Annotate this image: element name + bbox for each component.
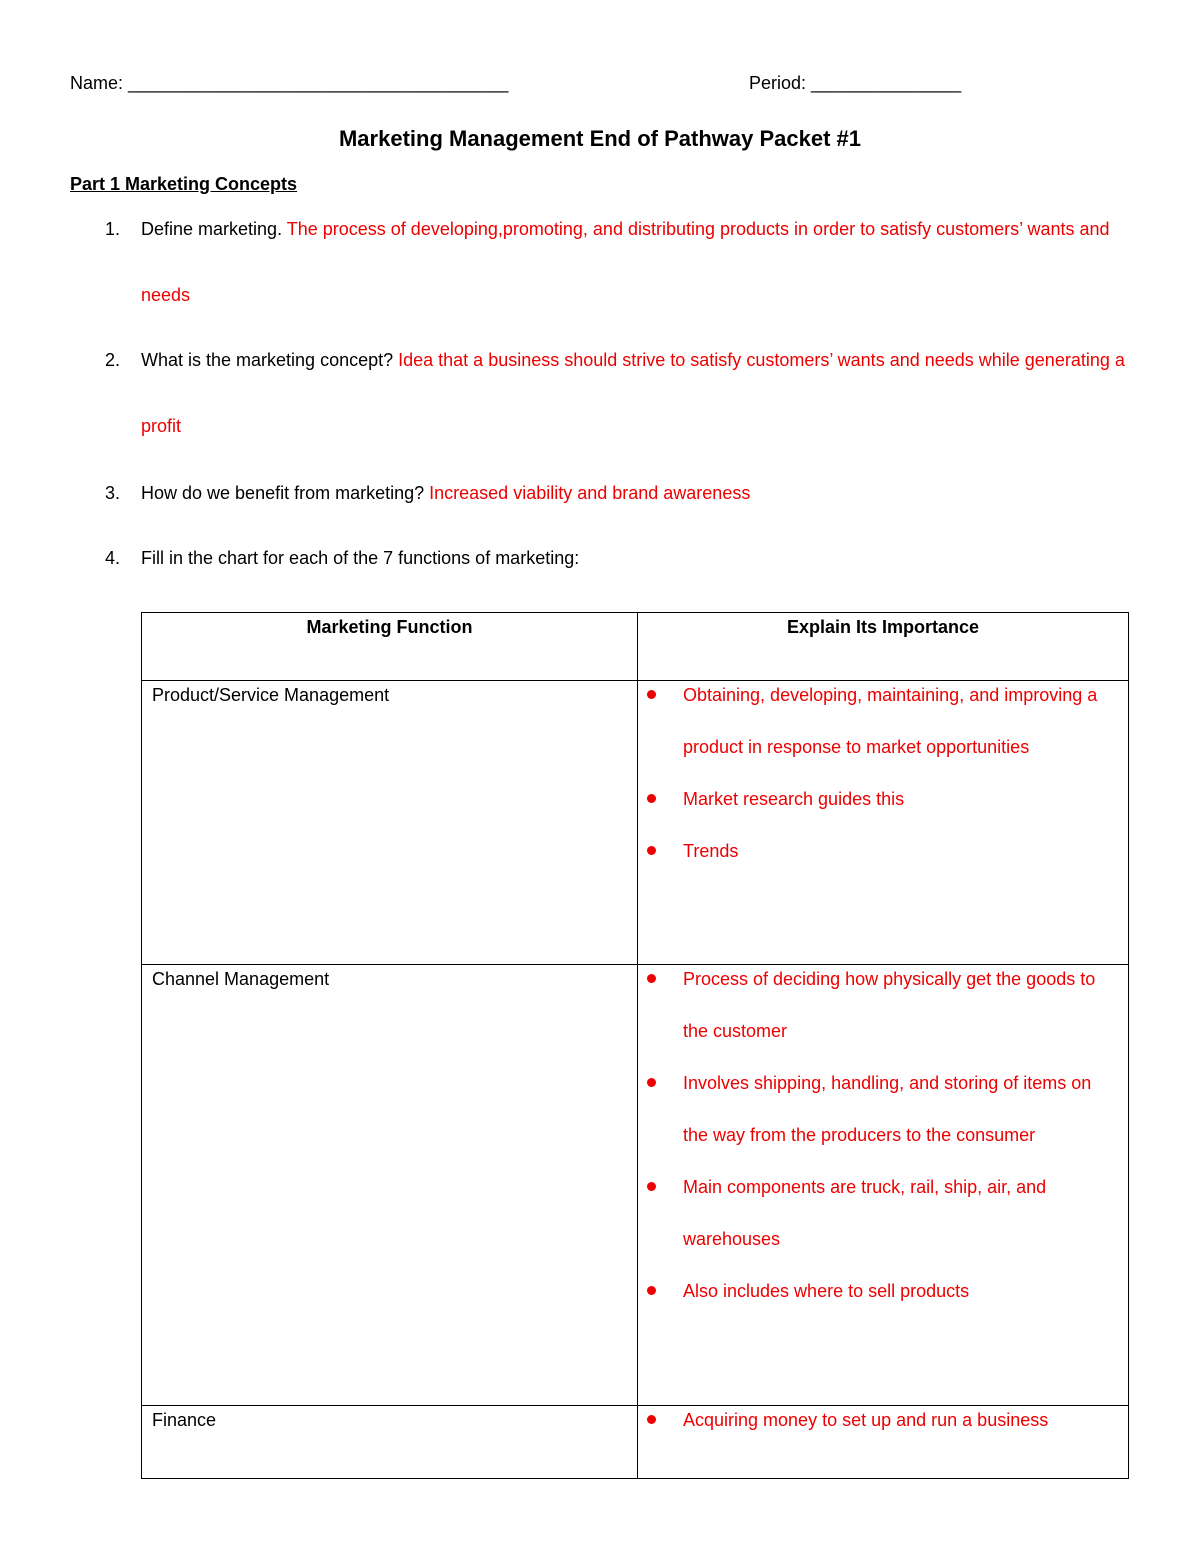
answer-text: Idea that a business should strive to satisfy customers’ wants and needs while generating a profit [141,350,1125,436]
answer-text: Increased viability and brand awareness [429,483,751,503]
importance-point: Obtaining, developing, maintaining, and improving a product in response to market opportunities [683,669,1120,773]
table-row [142,681,1129,965]
importance-point: Trends [683,825,1120,877]
question-number: 2. [105,350,121,370]
answer-text: The process of developing,promoting, and distributing products in order to satisfy customers’ wants and needs [141,219,1110,305]
function-cell: Finance [142,1406,638,1479]
function-cell: Channel Management [142,965,638,1406]
question-number: 4. [105,548,121,568]
importance-point: Market research guides this [683,773,1120,825]
table-row [142,965,1129,1406]
table-row [142,1406,1129,1479]
importance-point: Main components are truck, rail, ship, air, and warehouses [683,1161,1120,1265]
question-text: Define marketing. [141,219,287,239]
question-3 [105,460,1135,526]
importance-cell [638,965,1129,1406]
column-header-function: Marketing Function [142,613,638,681]
question-number: 1. [105,219,121,239]
question-text: How do we benefit from marketing? [141,483,430,503]
importance-point: Acquiring money to set up and run a business [683,1394,1120,1446]
importance-point: Also includes where to sell products [683,1265,1120,1317]
importance-point: Process of deciding how physically get the goods to the customer [683,953,1120,1057]
question-4 [105,525,1135,591]
question-number: 3. [105,483,121,503]
importance-point: Involves shipping, handling, and storing of items on the way from the producers to the consumer [683,1057,1120,1161]
question-1 [105,196,1135,328]
page-title: Marketing Management End of Pathway Packet #1 [338,126,862,151]
question-2 [105,327,1135,459]
function-cell: Product/Service Management [142,681,638,965]
importance-cell [638,1406,1129,1479]
importance-cell [638,681,1129,965]
column-header-importance: Explain Its Importance [638,613,1129,681]
marketing-functions-table [141,612,1129,1479]
period-field[interactable]: Period: _______________ [749,73,962,93]
name-field[interactable]: Name: ______________________________________ [70,73,509,93]
question-text: Fill in the chart for each of the 7 functions of marketing: [141,548,580,568]
question-text: What is the marketing concept? [141,350,399,370]
part-heading: Part 1 Marketing Concepts [70,174,298,194]
